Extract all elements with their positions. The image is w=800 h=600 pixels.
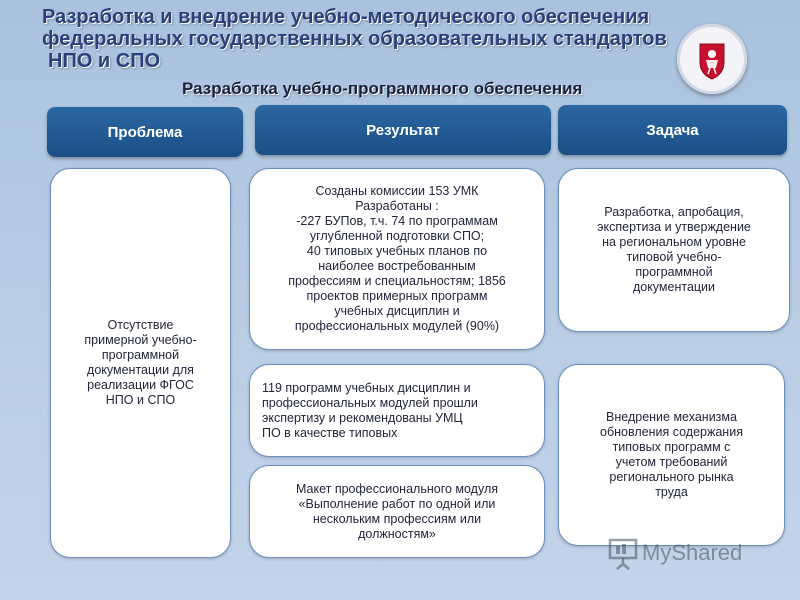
slide-title (42, 6, 682, 72)
title-line-1: Разработка и внедрение учебно-методического обеспечения (42, 6, 650, 28)
header-task (558, 105, 787, 155)
header-problem (47, 107, 243, 157)
watermark (608, 536, 742, 570)
header-result (255, 105, 551, 155)
result-text-1: Созданы комиссии 153 УМК Разработаны : -227 БУПов, т.ч. 74 по программам углубленной подготовки СПО; 40 типовых учебных планов по наиболее востребованным профессиям и специальностям; 1856 проектов примерных программ учебных дисциплин и профессиональных модулей (90%) (288, 184, 506, 333)
task-text-2: Внедрение механизма обновления содержания типовых программ с учетом требований регионального рынка труда (600, 410, 743, 499)
result-text-3: Макет профессионального модуля «Выполнение работ по одной или нескольким профессиям или должностям» (295, 481, 499, 541)
header-task-label: Задача (646, 121, 699, 139)
header-result-label: Результат (366, 121, 440, 139)
presentation-board-icon (608, 536, 638, 570)
title-line-3: НПО и СПО (48, 50, 161, 72)
problem-text: Отсутствие примерной учебно- программной документации для реализации ФГОС НПО и СПО (84, 318, 197, 407)
result-box-3 (249, 465, 545, 558)
title-line-2: федеральных государственных образовательных стандартов (42, 28, 667, 50)
moscow-coat-of-arms-icon (677, 24, 747, 94)
result-text-2: 119 программ учебных дисциплин и профессиональных модулей прошли экспертизу и рекомендованы УМЦ ПО в качестве типовых (262, 380, 478, 440)
task-box-2 (558, 364, 785, 546)
result-box-2 (249, 364, 545, 457)
header-problem-label: Проблема (107, 123, 183, 141)
problem-box (50, 168, 231, 558)
section-subtitle: Разработка учебно-программного обеспечения (182, 79, 583, 98)
task-box-1 (558, 168, 790, 332)
watermark-text: MyShared (642, 540, 743, 565)
result-box-1 (249, 168, 545, 350)
task-text-1: Разработка, апробация, экспертиза и утверждение на региональном уровне типовой учебно- программной документации (597, 205, 751, 294)
